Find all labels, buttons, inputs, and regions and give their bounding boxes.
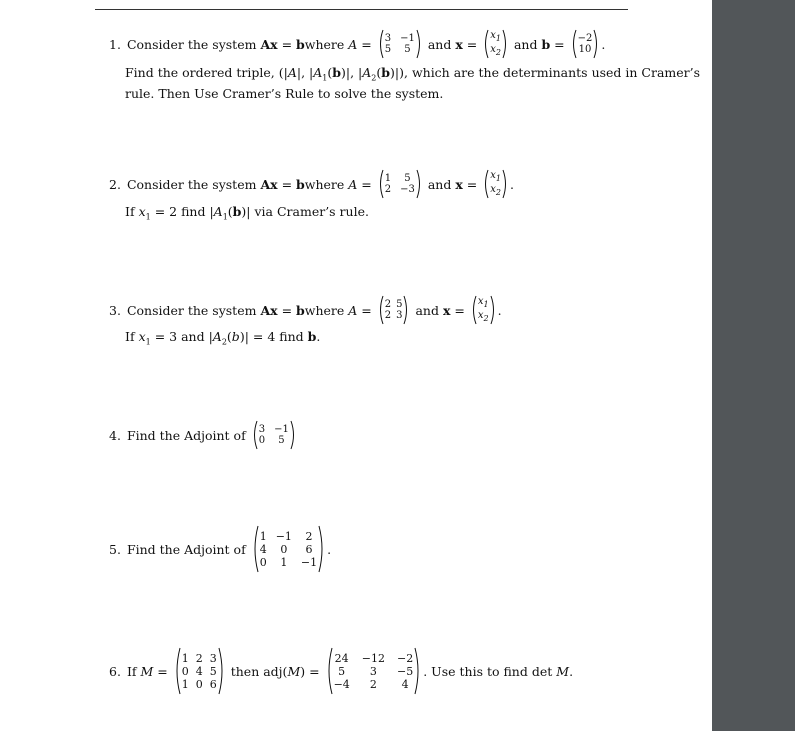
p3-det-value: 4: [267, 329, 276, 344]
p2-where: where: [304, 176, 345, 192]
p3-x1: $x_1$: [477, 296, 489, 309]
p1-b1: −2: [577, 33, 593, 44]
p1-number: 1.: [109, 36, 121, 52]
p6-adj33: 4: [401, 677, 409, 691]
p1-a22: 5: [404, 44, 411, 55]
p1-b2: 10: [578, 44, 592, 55]
p2-find: find: [181, 204, 206, 219]
p3-a12: 5: [396, 299, 403, 310]
p1-a11: 3: [384, 33, 392, 44]
p1-line2: rule. Then Use Cramer’s Rule to solve the system.: [125, 85, 444, 101]
p2-a22: −3: [400, 184, 415, 195]
p3-number: 3.: [109, 302, 121, 318]
p2-matrix-a: [378, 169, 422, 199]
p3-and-2: and: [181, 329, 205, 344]
p1-and: and: [427, 36, 452, 52]
p1-where: where: [304, 36, 345, 52]
p4-m22: 5: [278, 435, 285, 446]
p1-vector-x: [483, 29, 508, 59]
p6-adj32: 2: [369, 677, 377, 691]
p2-a11: 1: [384, 173, 392, 184]
p6-adj11: 24: [334, 651, 349, 665]
p6-adj13: −2: [397, 651, 414, 665]
p5-number: 5.: [109, 541, 121, 557]
p5-matrix: [252, 525, 325, 573]
p3-find: find: [279, 329, 304, 344]
p2-and: and: [427, 176, 452, 192]
p2-x2: $x_2$: [490, 184, 501, 197]
p6-if: If: [126, 663, 137, 679]
p1-matrix-a: [378, 29, 422, 59]
p6-use: Use this to find: [431, 663, 528, 679]
p6-m13: 3: [209, 651, 217, 665]
p2-x1: $x_1$: [490, 170, 501, 183]
p3-a21: 2: [384, 310, 392, 321]
p4-m21: 0: [258, 435, 266, 446]
problem-6: 6. If M = 1 2 3 0 4 5 1 0 6 then adj(M) = 24 −12 −2 5 3 −5 −4 2 4 . Use this to find det M.: [109, 647, 573, 695]
p5-m21: 4: [259, 542, 267, 556]
p1-vector-b: [571, 29, 600, 59]
p2-a12: 5: [404, 173, 411, 184]
p5-m13: 2: [305, 529, 313, 543]
p5-m32: 1: [280, 555, 288, 569]
p1-instruction: Find the ordered triple, (|A|, $|A_1(b)|$, $|A_2(b)|$), which are the determinants used in Cramer’s rule. Then Use Cramer’s Rule to solve the system.: [125, 65, 701, 101]
p5-m12: −1: [275, 529, 292, 543]
problem-4: [109, 420, 298, 450]
p6-m31: 1: [181, 677, 189, 691]
p3-and: and: [415, 302, 439, 318]
p2-x1-value: 2: [169, 204, 178, 219]
p1-x1: $x_1$: [490, 30, 501, 43]
p6-m23: 5: [209, 664, 217, 678]
p5-stem: Find the Adjoint of: [126, 541, 246, 557]
top-rule: [95, 9, 628, 10]
p6-m22: 4: [195, 664, 203, 678]
p1-stem: Consider the system: [126, 36, 257, 52]
p2-number: 2.: [109, 176, 121, 192]
problem-2: 2. Consider the system Ax = b where A = 1 5 2 −3 and x = $x_1$ $x_2$ .: [109, 170, 514, 197]
problem-3: 3. Consider the system Ax = b where A = 2 5 2 3 and x = $x_1$ $x_2$ .: [109, 296, 502, 323]
p1-a12: −1: [400, 33, 415, 44]
p4-matrix: [252, 420, 296, 450]
p4-m11: 3: [258, 424, 266, 435]
p6-m11: 1: [181, 651, 189, 665]
p5-m22: 0: [280, 542, 288, 556]
p6-adj12: −12: [361, 651, 385, 665]
p3-where: where: [304, 302, 345, 318]
p3-x1-value: 3: [169, 329, 178, 344]
problem-1: 1. Consider the system Ax = b where A = 3 −1 5 5 and x = $x_1$ $x_2$ and b = −2 10 .: [109, 30, 606, 57]
p3-x2: $x_2$: [477, 310, 489, 323]
p2-a21: 2: [384, 184, 392, 195]
p3-stem: Consider the system: [126, 302, 257, 318]
p6-then: then: [230, 663, 260, 679]
p6-adj22: 3: [369, 664, 377, 678]
p6-adj31: −4: [333, 677, 350, 691]
p5-m33: −1: [300, 555, 318, 569]
p2-stem: Consider the system: [126, 176, 257, 192]
p3-a11: 2: [384, 299, 392, 310]
p3-if: If: [125, 329, 135, 344]
p2-instruction: If $x_1 = 2$ find $|A_1(b)|$ via Cramer’s rule.: [125, 204, 369, 222]
p6-adj21: 5: [338, 664, 346, 678]
viewer-background: [712, 0, 795, 731]
p1-line1a: Find the ordered triple,: [125, 65, 275, 80]
p6-number: 6.: [109, 663, 121, 679]
p2-if: If: [125, 204, 135, 219]
p4-stem: Find the Adjoint of: [126, 427, 246, 443]
p3-instruction: If $x_1 = 3$ and $|A_2(b)| = 4$ find b.: [125, 329, 321, 347]
p5-m23: 6: [305, 542, 313, 556]
problem-5: 5. Find the Adjoint of 1 −1 2 4 0 6 0 1 −1 .: [109, 525, 331, 573]
p3-matrix-a: [378, 295, 410, 325]
p6-adj23: −5: [397, 664, 414, 678]
p3-vector-x: [471, 295, 496, 325]
p6-m32: 0: [195, 677, 203, 691]
p4-m12: −1: [274, 424, 289, 435]
p1-x2: $x_2$: [490, 44, 501, 57]
p6-m12: 2: [195, 651, 203, 665]
p6-matrix-adj: [326, 647, 422, 695]
p2-via: via Cramer’s rule.: [254, 204, 369, 219]
p4-number: 4.: [109, 427, 121, 443]
p5-m31: 0: [259, 555, 267, 569]
p3-a22: 3: [396, 310, 403, 321]
p1-a21: 5: [384, 44, 392, 55]
p2-vector-x: [483, 169, 508, 199]
p6-m33: 6: [209, 677, 217, 691]
p5-m11: 1: [259, 529, 267, 543]
p6-m21: 0: [181, 664, 189, 678]
p6-matrix-m: [174, 647, 225, 695]
p1-and-2: and: [513, 36, 538, 52]
p1-line1b: which are the determinants used in Cramer’s: [411, 65, 701, 80]
